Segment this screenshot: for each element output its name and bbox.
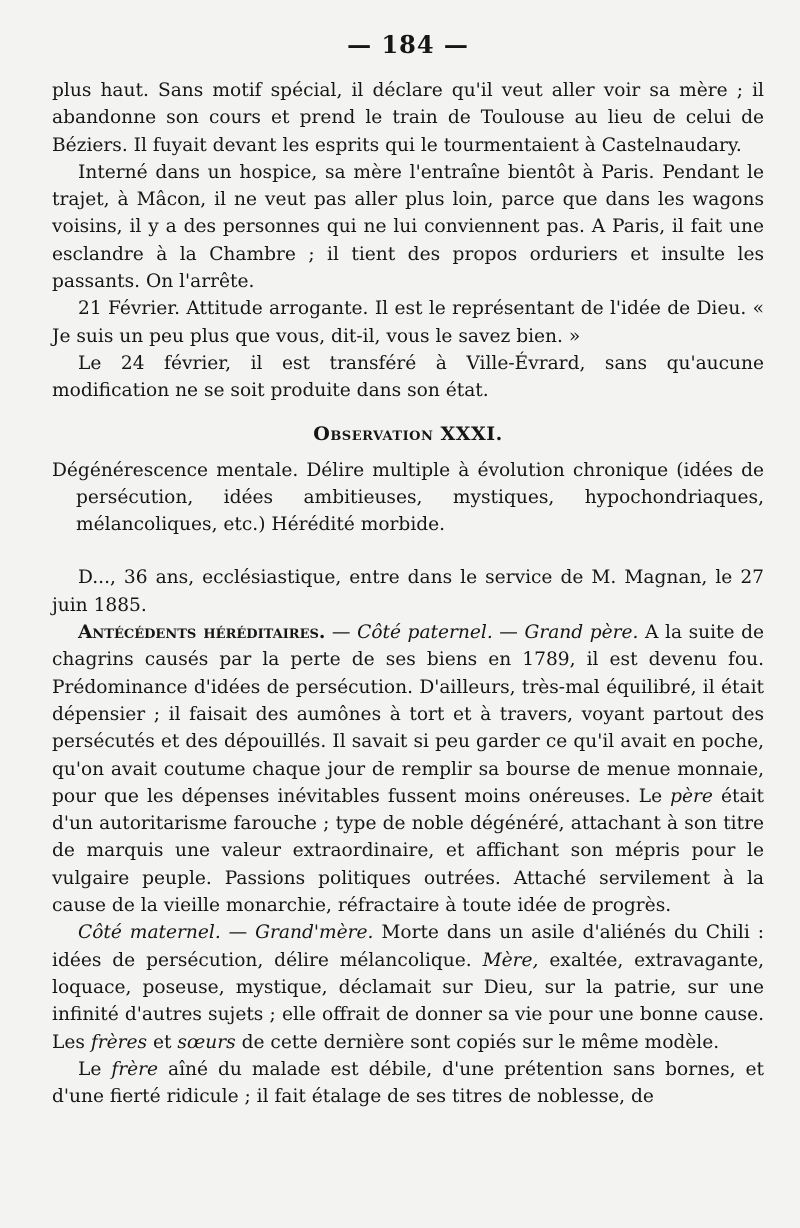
observation-word: Observation xyxy=(313,422,434,445)
case-intro: D..., 36 ans, ecclésiastique, entre dans le service de M. Magnan, le 27 juin 1885. xyxy=(52,567,764,616)
page-number: — 184 — xyxy=(347,30,469,59)
grand-pere: Grand père. xyxy=(524,622,639,644)
maternal-text-2: exaltée, extravagante, loquace, poseuse, mystique, déclamait sur Dieu, sur la patrie, sur une infinité d'autres sujets ; elle offrait de donner sa vie pour une bonne cause. Les xyxy=(52,949,765,1053)
soeurs: sœurs xyxy=(177,1031,236,1053)
observation-heading xyxy=(52,423,764,445)
antecedents-heading: Antécédents héréditaires. xyxy=(78,622,326,644)
paragraph-antecedents xyxy=(52,619,764,919)
dash: — xyxy=(325,622,358,644)
paragraph-february-21: 21 Février. Attitude arrogante. Il est le représentant de l'idée de Dieu. « Je suis un peu plus que vous, dit-il, vous le savez bien. » xyxy=(52,298,764,347)
maternal-text-3: de cette dernière sont copiés sur le même modèle. xyxy=(235,1031,720,1053)
paragraph-transfer: Le 24 février, il est transféré à Ville-Évrard, sans qu'aucune modification ne se soit produite dans son état. xyxy=(52,352,764,402)
cote-maternel: Côté maternel. xyxy=(78,922,221,944)
observation-summary: Dégénérescence mentale. Délire multiple à évolution chronique (idées de persécution, idées ambitieuses, mystiques, hypochondriaques, mélancoliques, etc.) Hérédité morbide. xyxy=(52,459,764,536)
antecedents-text-2: était d'un autoritarisme farouche ; type de noble dégénéré, attachant à son titre de marquis une valeur extraordinaire, et affichant son mépris pour le vulgaire peuple. Passions politiques outrées. Attaché servilement à la cause de la vieille monarchie, réfractaire à toute idée de progrès. xyxy=(52,785,764,917)
grand-mere: Grand'mère. xyxy=(255,922,374,944)
frere: frère xyxy=(111,1058,159,1080)
cote-paternel: Côté paternel. xyxy=(357,622,493,644)
observation-number: XXXI. xyxy=(440,422,503,445)
mere: Mère, xyxy=(482,949,539,971)
paragraph-maternal xyxy=(52,919,764,1055)
brother-text-2: aîné du malade est débile, d'une prétention sans bornes, et d'une fierté ridicule ; il fait étalage de ses titres de noblesse, de xyxy=(52,1058,765,1108)
paragraph-internment: Interné dans un hospice, sa mère l'entraîne bientôt à Paris. Pendant le trajet, à Mâcon, il ne veut pas aller plus loin, parce que dans les wagons voisins, il y a des personnes qui ne lui conviennent pas. A Paris, il fait une esclandre à la Chambre ; il tient des propos orduriers et insulte les passants. On l'arrête. xyxy=(52,161,764,293)
dash: — xyxy=(492,622,525,644)
freres: frères xyxy=(90,1031,148,1053)
pere: père xyxy=(670,785,713,807)
maternal-text: Morte dans un asile d'aliénés du Chili : idées de persécution, délire mélancolique. xyxy=(52,922,764,971)
conjunction: et xyxy=(147,1031,178,1053)
antecedents-text: A la suite de chagrins causés par la perte de ses biens en 1789, il est devenu fou. Prédominance d'idées de persécution. D'ailleurs, très-mal équilibré, il était dépensier ; il faisait des aumônes à tort et à travers, voyant partout des persécutés et des dépouillés. Il savait si peu garder ce qu'il avait en poche, qu'on avait coutume chaque jour de remplir sa bourse de menue monnaie, pour que les dépenses inévitables fussent moins onéreuses. Le xyxy=(52,622,765,807)
paragraph-brother xyxy=(52,1056,764,1111)
paragraph-continuation: plus haut. Sans motif spécial, il déclare qu'il veut aller voir sa mère ; il abandonne son cours et prend le train de Toulouse au lieu de celui de Béziers. Il fuyait devant les esprits qui le tourmentaient à Castelnaudary. xyxy=(52,80,764,156)
dash: — xyxy=(220,922,256,944)
brother-text: Le xyxy=(78,1058,112,1080)
